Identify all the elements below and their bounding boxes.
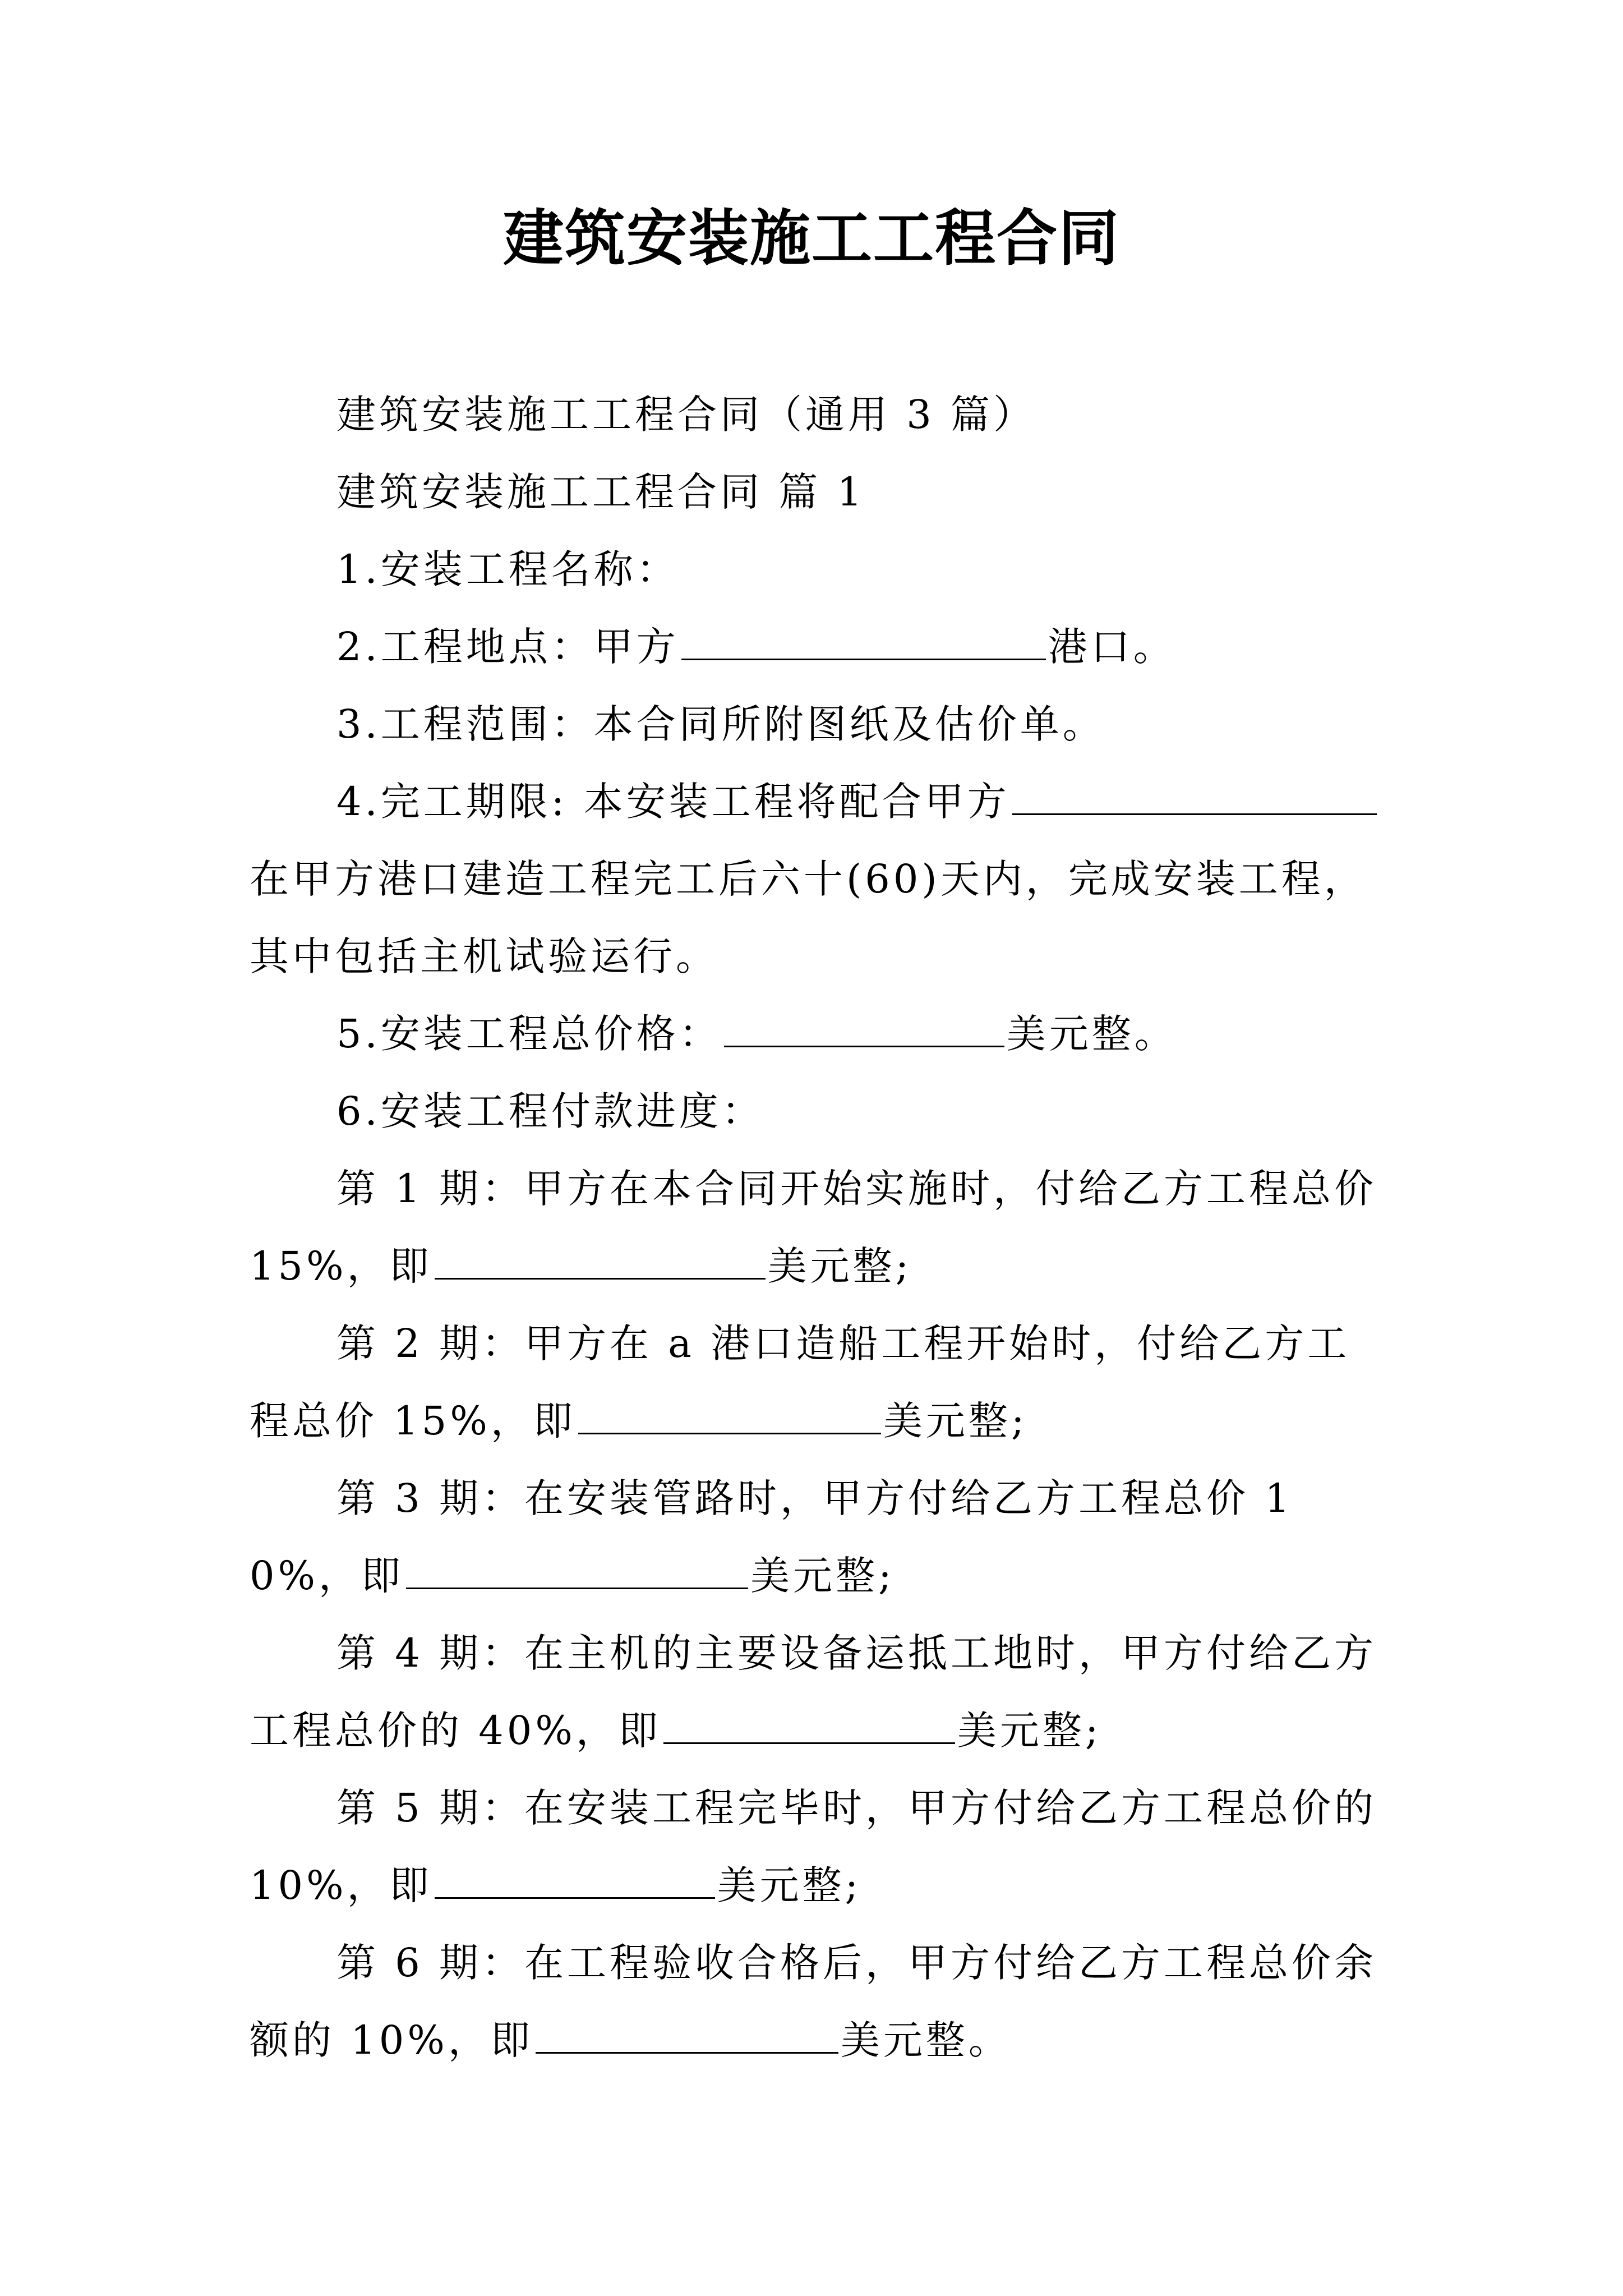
payment-6-blank — [536, 2018, 838, 2054]
payment-4-text: 第 4 期：在主机的主要设备运抵工地时，甲方付给乙方工程总价的 40%，即 — [250, 1630, 1377, 1754]
item-5 — [250, 995, 1382, 1073]
payment-4 — [250, 1614, 1382, 1769]
payment-2-suffix: 美元整; — [883, 1398, 1028, 1444]
subtitle: 建筑安装施工工程合同（通用 3 篇） — [336, 392, 1036, 438]
item-2-text: 2.工程地点：甲方 — [336, 624, 679, 670]
payment-2 — [250, 1305, 1382, 1460]
deadline-blank — [1012, 780, 1377, 815]
payment-1-suffix: 美元整; — [767, 1243, 912, 1289]
item-2-suffix: 港口。 — [1048, 624, 1176, 670]
document-body — [250, 376, 1382, 2079]
payment-6 — [250, 1924, 1382, 2079]
payment-4-suffix: 美元整; — [957, 1708, 1102, 1754]
document-title: 建筑安装施工工程合同 — [502, 203, 1120, 274]
payment-3-suffix: 美元整; — [750, 1553, 895, 1599]
payment-5-text: 第 5 期：在安装工程完毕时，甲方付给乙方工程总价的 10%，即 — [250, 1785, 1377, 1908]
section-heading: 建筑安装施工工程合同 篇 1 — [336, 469, 866, 515]
payment-5-suffix: 美元整; — [717, 1862, 862, 1908]
item-2 — [250, 608, 1382, 685]
payment-1-blank — [435, 1244, 766, 1280]
item-3: 3.工程范围：本合同所附图纸及估价单。 — [336, 701, 1105, 747]
item-5-text: 5.安装工程总价格： — [336, 1011, 722, 1057]
payment-3-blank — [406, 1554, 748, 1589]
payment-5-blank — [435, 1864, 715, 1899]
location-blank — [681, 625, 1046, 660]
payment-4-blank — [663, 1709, 955, 1744]
payment-3-text: 第 3 期：在安装管路时，甲方付给乙方工程总价 10%，即 — [250, 1475, 1293, 1599]
payment-5 — [250, 1769, 1382, 1924]
payment-6-suffix: 美元整。 — [840, 2017, 1011, 2063]
payment-1 — [250, 1150, 1382, 1305]
total-price-blank — [724, 1012, 1004, 1047]
payment-1-text: 第 1 期：甲方在本合同开始实施时，付给乙方工程总价 15%，即 — [250, 1166, 1377, 1289]
item-4 — [250, 763, 1382, 995]
item-1: 1.安装工程名称： — [336, 546, 679, 592]
payment-2-text: 第 2 期：甲方在 a 港口造船工程开始时，付给乙方工程总价 15%，即 — [250, 1320, 1350, 1444]
payment-3 — [250, 1460, 1382, 1614]
item-4-suffix: 在甲方港口建造工程完工后六十(60)天内，完成安装工程，其中包括主机试验运行。 — [250, 856, 1367, 979]
item-4-text: 4.完工期限: 本安装工程将配合甲方 — [336, 779, 1010, 825]
item-5-suffix: 美元整。 — [1006, 1011, 1177, 1057]
payment-6-text: 第 6 期：在工程验收合格后，甲方付给乙方工程总价余额的 10%，即 — [250, 1940, 1377, 2063]
payment-2-blank — [578, 1399, 881, 1434]
item-6: 6.安装工程付款进度： — [336, 1088, 764, 1134]
